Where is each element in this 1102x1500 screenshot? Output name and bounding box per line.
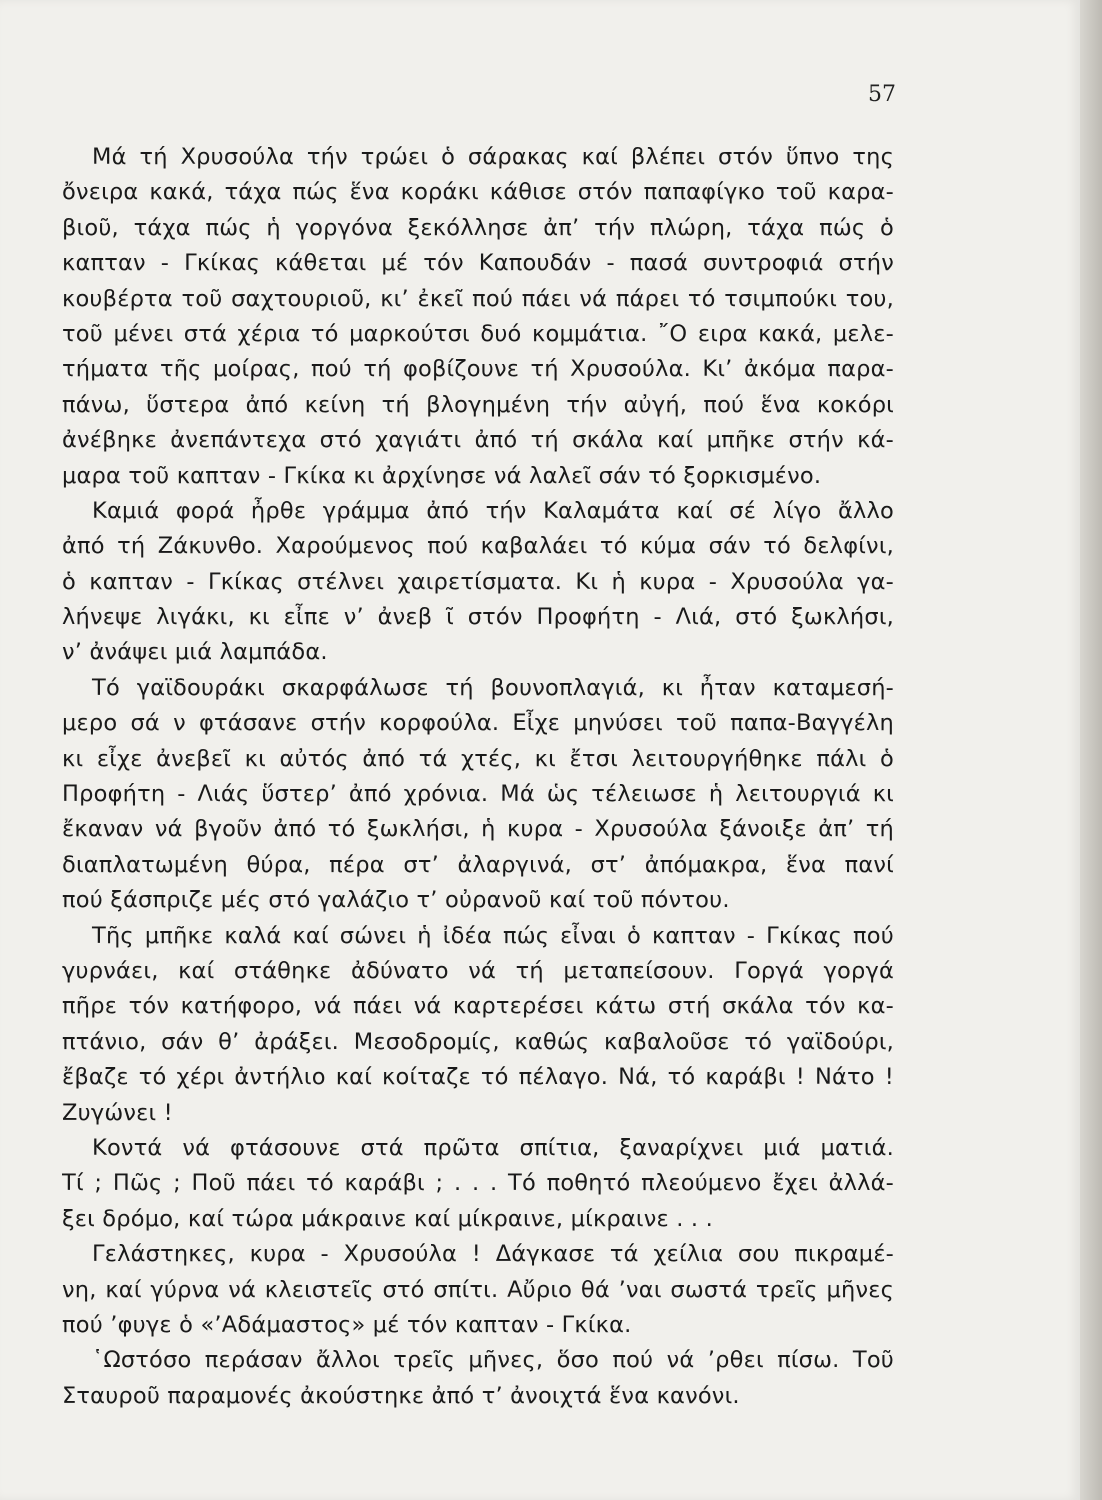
- page-number: 57: [868, 82, 896, 107]
- text-line: Τό γαϊδουράκι σκαρφάλωσε τή βουνοπλαγιά, κι ἦταν καταμεσή-: [92, 674, 894, 701]
- text-line: κι εἶχε ἀνεβεῖ κι αὐτός ἀπό τά χτές, κι ἔτσι λειτουργήθηκε πάλι ὁ: [62, 745, 894, 772]
- text-line: λήνεψε λιγάκι, κι εἶπε ν’ ἀνεβ ῖ στόν Προφήτη - Λιά, στό ξωκλήσι,: [62, 604, 894, 631]
- text-line: τοῦ μένει στά χέρια τό μαρκούτσι δυό κομμάτια. ῎Ο ειρα κακά, μελε-: [62, 320, 894, 347]
- text-line: νη, καί γύρνα νά κλειστεῖς στό σπίτι. Αὔριο θά ’ναι σωστά τρεῖς μῆνες: [62, 1276, 894, 1303]
- text-line: πτάνιο, σάν θ’ ἀράξει. Μεσοδρομίς, καθώς καβαλοῦσε τό γαϊδούρι,: [62, 1028, 894, 1055]
- text-line: πάνω, ὕστερα ἀπό κείνη τή βλογημένη τήν αὐγή, πού ἕνα κοκόρι: [62, 391, 894, 418]
- page-edge: [1080, 0, 1102, 1500]
- text-line: ὄνειρα κακά, τάχα πώς ἕνα κοράκι κάθισε στόν παπαφίγκο τοῦ καρα-: [62, 179, 894, 206]
- text-line: πῆρε τόν κατήφορο, νά πάει νά καρτερέσει κάτω στή σκάλα τόν κα-: [62, 993, 894, 1020]
- text-line: κουβέρτα τοῦ σαχτουριοῦ, κι’ ἐκεῖ πού πάει νά πάρει τό τσιμπούκι του,: [62, 285, 894, 312]
- text-line: ξει δρόμο, καί τώρα μάκραινε καί μίκραινε, μίκραινε . . .: [62, 1205, 713, 1232]
- text-line: ν’ ἀνάψει μιά λαμπάδα.: [62, 639, 328, 666]
- text-line: Κοντά νά φτάσουνε στά πρῶτα σπίτια, ξαναρίχνει μιά ματιά.: [92, 1134, 894, 1161]
- text-line: Μά τή Χρυσούλα τήν τρώει ὁ σάρακας καί βλέπει στόν ὕπνο της: [92, 144, 894, 170]
- text-line: πού ξάσπριζε μές στό γαλάζιο τ’ οὐρανοῦ καί τοῦ πόντου.: [62, 887, 730, 914]
- text-line: ἀνέβηκε ἀνεπάντεχα στό χαγιάτι ἀπό τή σκάλα καί μπῆκε στήν κά-: [62, 427, 894, 454]
- text-line: μερο σά ν φτάσανε στήν κορφούλα. Εἶχε μηνύσει τοῦ παπα-Βαγγέλη: [62, 710, 894, 737]
- text-line: ῾Ωστόσο περάσαν ἄλλοι τρεῖς μῆνες, ὅσο πού νά ’ρθει πίσω. Τοῦ: [92, 1347, 894, 1374]
- text-line: ἔκαναν νά βγοῦν ἀπό τό ξωκλήσι, ἡ κυρα - Χρυσούλα ξάνοιξε ἀπ’ τή: [62, 816, 894, 843]
- body-text: [62, 140, 894, 1414]
- text-line: γυρνάει, καί στάθηκε ἀδύνατο νά τή μεταπείσουν. Γοργά γοργά: [62, 957, 894, 984]
- text-line: Καμιά φορά ἦρθε γράμμα ἀπό τήν Καλαμάτα καί σέ λίγο ἄλλο: [92, 497, 894, 524]
- text-line: Γελάστηκες, κυρα - Χρυσούλα ! Δάγκασε τά χείλια σου πικραμέ-: [92, 1241, 894, 1268]
- text-line: μαρα τοῦ καπταν - Γκίκα κι ἀρχίνησε νά λαλεῖ σάν τό ξορκισμένο.: [62, 462, 822, 489]
- text-line: βιοῦ, τάχα πώς ἡ γοργόνα ξεκόλλησε ἀπ’ τήν πλώρη, τάχα πώς ὁ: [62, 214, 894, 241]
- text-line: Σταυροῦ παραμονές ἀκούστηκε ἀπό τ’ ἀνοιχτά ἕνα κανόνι.: [62, 1382, 740, 1409]
- text-line: ὁ καπταν - Γκίκας στέλνει χαιρετίσματα. Κι ἡ κυρα - Χρυσούλα γα-: [62, 568, 894, 595]
- text-line: Τῆς μπῆκε καλά καί σώνει ἡ ἰδέα πώς εἶναι ὁ καπταν - Γκίκας πού: [92, 922, 894, 949]
- text-line: Ζυγώνει !: [62, 1099, 173, 1126]
- text-line: τήματα τῆς μοίρας, πού τή φοβίζουνε τή Χρυσούλα. Κι’ ἀκόμα παρα-: [62, 356, 894, 383]
- text-line: Τί ; Πῶς ; Ποῦ πάει τό καράβι ; . . . Τό ποθητό πλεούμενο ἔχει ἀλλά-: [62, 1170, 894, 1197]
- text-line: πού ’φυγε ὁ «’Αδάμαστος» μέ τόν καπταν - Γκίκα.: [62, 1311, 632, 1338]
- text-line: ἔβαζε τό χέρι ἀντήλιο καί κοίταζε τό πέλαγο. Νά, τό καράβι ! Νάτο !: [62, 1064, 894, 1091]
- text-line: ἀπό τή Ζάκυνθο. Χαρούμενος πού καβαλάει τό κύμα σάν τό δελφίνι,: [62, 533, 894, 560]
- text-line: διαπλατωμένη θύρα, πέρα στ’ ἀλαργινά, στ’ ἀπόμακρα, ἕνα πανί: [62, 851, 894, 878]
- text-line: Προφήτη - Λιάς ὕστερ’ ἀπό χρόνια. Μά ὡς τέλειωσε ἡ λειτουργιά κι: [62, 781, 894, 808]
- text-line: καπταν - Γκίκας κάθεται μέ τόν Καπουδάν - πασά συντροφιά στήν: [62, 250, 894, 277]
